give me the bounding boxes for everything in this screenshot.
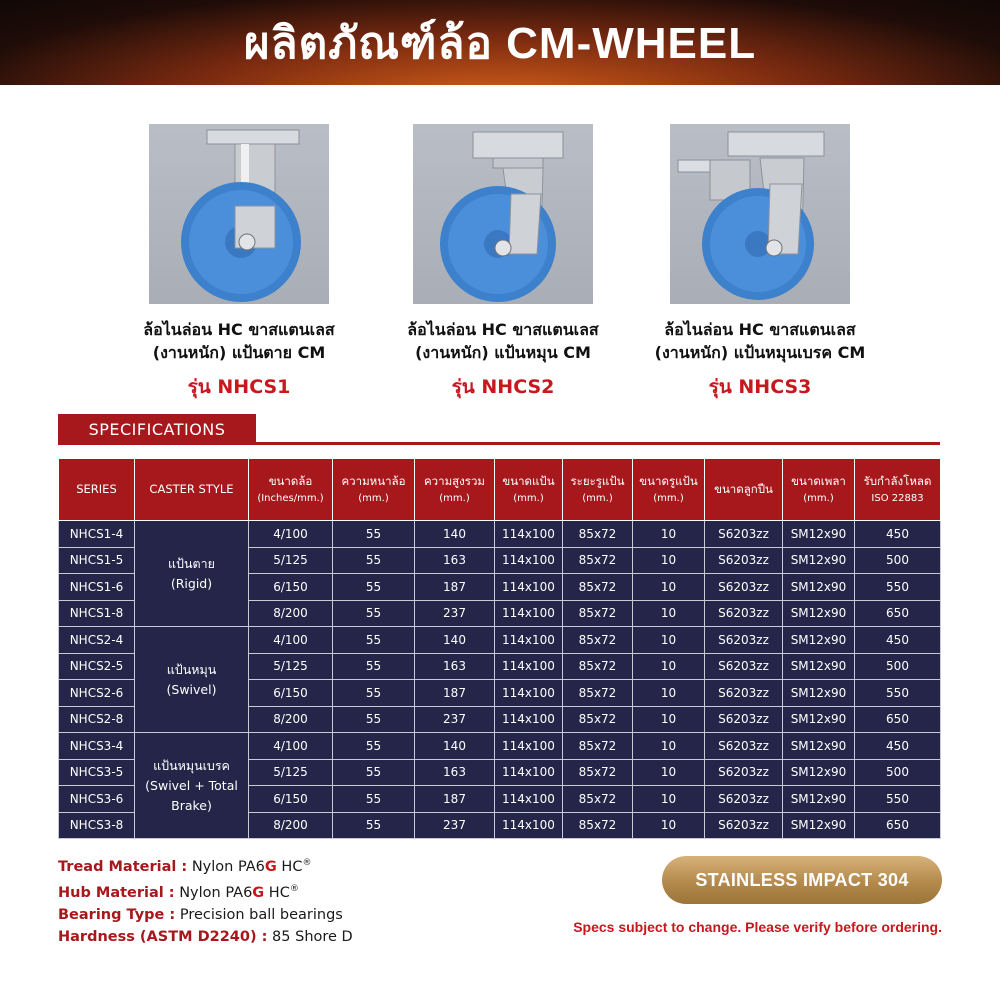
- table-cell: NHCS1-4: [59, 521, 135, 548]
- product-model: รุ่น NHCS2: [451, 376, 555, 398]
- specifications-tag: SPECIFICATIONS: [58, 414, 256, 444]
- table-cell: 500: [855, 759, 941, 786]
- hardness: Hardness (ASTM D2240) : 85 Shore D: [58, 928, 353, 945]
- column-header: ขนาดรูแป้น (mm.): [633, 459, 705, 521]
- page-title: ผลิตภัณฑ์ล้อ CM-WHEEL: [243, 18, 757, 68]
- table-cell: SM12x90: [783, 680, 855, 707]
- table-cell: NHCS3-6: [59, 786, 135, 813]
- table-body: [59, 521, 941, 839]
- table-cell: 85x72: [563, 759, 633, 786]
- header-banner: [0, 0, 1000, 85]
- product-model: รุ่น NHCS3: [708, 376, 812, 398]
- table-cell: 114x100: [495, 574, 563, 601]
- tread-material: Tread Material : Nylon PA6G HC®: [58, 858, 312, 875]
- table-cell: 55: [333, 680, 415, 707]
- table-cell: S6203zz: [705, 574, 783, 601]
- table-cell: S6203zz: [705, 627, 783, 654]
- table-cell: 237: [415, 600, 495, 627]
- table-cell: S6203zz: [705, 680, 783, 707]
- table-cell: 10: [633, 812, 705, 839]
- product-card-nhcs1: [109, 124, 369, 402]
- table-cell: NHCS2-6: [59, 680, 135, 707]
- table-cell: SM12x90: [783, 733, 855, 760]
- table-cell: 5/125: [249, 547, 333, 574]
- specifications-table: [58, 458, 941, 839]
- table-cell: S6203zz: [705, 547, 783, 574]
- table-cell: 10: [633, 600, 705, 627]
- table-cell: 114x100: [495, 706, 563, 733]
- table-cell: SM12x90: [783, 812, 855, 839]
- caster-style-cell: แป้นหมุนเบรค (Swivel + Total Brake): [135, 733, 249, 839]
- table-cell: SM12x90: [783, 574, 855, 601]
- materials-info: [58, 852, 353, 948]
- table-cell: 85x72: [563, 680, 633, 707]
- table-cell: 85x72: [563, 733, 633, 760]
- table-row: [59, 627, 941, 654]
- product-name: ล้อไนล่อน HC ขาสแตนเลส (งานหนัก) แป้นตาย CM: [143, 320, 335, 362]
- table-cell: 114x100: [495, 680, 563, 707]
- table-cell: 10: [633, 547, 705, 574]
- table-cell: 55: [333, 627, 415, 654]
- hub-material: Hub Material : Nylon PA6G HC®: [58, 883, 299, 901]
- table-cell: 5/125: [249, 759, 333, 786]
- table-cell: 187: [415, 786, 495, 813]
- table-cell: 650: [855, 812, 941, 839]
- table-cell: 55: [333, 706, 415, 733]
- table-cell: 140: [415, 733, 495, 760]
- column-header: CASTER STYLE: [135, 459, 249, 521]
- table-cell: 187: [415, 574, 495, 601]
- column-header: ระยะรูแป้น (mm.): [563, 459, 633, 521]
- table-cell: 450: [855, 521, 941, 548]
- column-header: SERIES: [59, 459, 135, 521]
- table-cell: 6/150: [249, 786, 333, 813]
- table-cell: 10: [633, 627, 705, 654]
- table-cell: 6/150: [249, 680, 333, 707]
- column-header: ขนาดลูกปืน: [705, 459, 783, 521]
- table-cell: 114x100: [495, 812, 563, 839]
- table-cell: 114x100: [495, 653, 563, 680]
- table-cell: 163: [415, 547, 495, 574]
- table-cell: 4/100: [249, 521, 333, 548]
- specifications-divider: [58, 442, 940, 445]
- table-cell: 85x72: [563, 706, 633, 733]
- column-header: ความหนาล้อ (mm.): [333, 459, 415, 521]
- table-cell: SM12x90: [783, 759, 855, 786]
- table-cell: 10: [633, 574, 705, 601]
- table-cell: SM12x90: [783, 600, 855, 627]
- table-cell: 55: [333, 786, 415, 813]
- table-cell: 55: [333, 759, 415, 786]
- table-cell: S6203zz: [705, 733, 783, 760]
- table-cell: S6203zz: [705, 786, 783, 813]
- table-cell: 10: [633, 706, 705, 733]
- table-cell: NHCS1-8: [59, 600, 135, 627]
- table-cell: 650: [855, 706, 941, 733]
- table-cell: 4/100: [249, 627, 333, 654]
- table-row: [59, 733, 941, 760]
- product-name: ล้อไนล่อน HC ขาสแตนเลส (งานหนัก) แป้นหมุนเบรค CM: [654, 320, 866, 362]
- disclaimer-text: Specs subject to change. Please verify before ordering.: [573, 919, 942, 935]
- table-cell: 163: [415, 759, 495, 786]
- table-cell: 10: [633, 786, 705, 813]
- table-cell: 550: [855, 574, 941, 601]
- table-cell: 55: [333, 733, 415, 760]
- table-cell: 10: [633, 653, 705, 680]
- table-cell: 140: [415, 627, 495, 654]
- table-cell: 10: [633, 680, 705, 707]
- table-cell: 5/125: [249, 653, 333, 680]
- table-cell: 85x72: [563, 812, 633, 839]
- table-cell: 85x72: [563, 786, 633, 813]
- swivel-brake-caster-wheel-image: [670, 124, 850, 304]
- table-cell: 55: [333, 547, 415, 574]
- table-cell: 85x72: [563, 627, 633, 654]
- table-cell: NHCS2-4: [59, 627, 135, 654]
- table-header-row: [59, 459, 941, 521]
- table-cell: 550: [855, 786, 941, 813]
- table-cell: 237: [415, 706, 495, 733]
- table-cell: SM12x90: [783, 547, 855, 574]
- product-model: รุ่น NHCS1: [187, 376, 291, 398]
- table-cell: 55: [333, 653, 415, 680]
- table-cell: NHCS1-5: [59, 547, 135, 574]
- table-cell: 10: [633, 521, 705, 548]
- stainless-impact-badge: STAINLESS IMPACT 304: [662, 856, 942, 904]
- table-cell: 114x100: [495, 547, 563, 574]
- table-cell: 450: [855, 733, 941, 760]
- column-header: ขนาดเพลา (mm.): [783, 459, 855, 521]
- table-cell: NHCS2-8: [59, 706, 135, 733]
- table-cell: S6203zz: [705, 653, 783, 680]
- swivel-caster-wheel-image: [413, 124, 593, 304]
- table-cell: 85x72: [563, 574, 633, 601]
- table-cell: 187: [415, 680, 495, 707]
- table-cell: NHCS3-4: [59, 733, 135, 760]
- table-cell: NHCS2-5: [59, 653, 135, 680]
- product-card-nhcs2: [373, 124, 633, 402]
- table-cell: 85x72: [563, 600, 633, 627]
- table-cell: 500: [855, 547, 941, 574]
- table-cell: SM12x90: [783, 653, 855, 680]
- table-cell: 550: [855, 680, 941, 707]
- table-cell: S6203zz: [705, 600, 783, 627]
- table-cell: NHCS3-5: [59, 759, 135, 786]
- table-cell: 85x72: [563, 521, 633, 548]
- product-name: ล้อไนล่อน HC ขาสแตนเลส (งานหนัก) แป้นหมุน CM: [407, 320, 599, 362]
- table-cell: 114x100: [495, 733, 563, 760]
- table-cell: SM12x90: [783, 786, 855, 813]
- table-cell: 500: [855, 653, 941, 680]
- table-cell: 55: [333, 574, 415, 601]
- table-cell: 237: [415, 812, 495, 839]
- table-cell: 55: [333, 812, 415, 839]
- table-cell: 55: [333, 521, 415, 548]
- table-cell: 650: [855, 600, 941, 627]
- caster-style-cell: แป้นหมุน (Swivel): [135, 627, 249, 733]
- table-cell: 8/200: [249, 600, 333, 627]
- table-cell: SM12x90: [783, 521, 855, 548]
- table-cell: SM12x90: [783, 627, 855, 654]
- column-header: ขนาดล้อ (Inches/mm.): [249, 459, 333, 521]
- column-header: ความสูงรวม (mm.): [415, 459, 495, 521]
- table-cell: 450: [855, 627, 941, 654]
- table-cell: 140: [415, 521, 495, 548]
- table-cell: 4/100: [249, 733, 333, 760]
- table-cell: S6203zz: [705, 812, 783, 839]
- product-card-nhcs3: [630, 124, 890, 402]
- table-cell: 10: [633, 733, 705, 760]
- table-cell: 163: [415, 653, 495, 680]
- fixed-caster-wheel-image: [149, 124, 329, 304]
- table-cell: 55: [333, 600, 415, 627]
- table-cell: SM12x90: [783, 706, 855, 733]
- table-cell: 114x100: [495, 627, 563, 654]
- table-cell: NHCS3-8: [59, 812, 135, 839]
- table-cell: 10: [633, 759, 705, 786]
- table-cell: S6203zz: [705, 521, 783, 548]
- table-cell: 8/200: [249, 812, 333, 839]
- column-header: รับกำลังโหลด ISO 22883: [855, 459, 941, 521]
- caster-style-cell: แป้นตาย (Rigid): [135, 521, 249, 627]
- table-cell: 114x100: [495, 600, 563, 627]
- table-cell: NHCS1-6: [59, 574, 135, 601]
- table-cell: 114x100: [495, 786, 563, 813]
- table-cell: S6203zz: [705, 706, 783, 733]
- table-cell: 6/150: [249, 574, 333, 601]
- table-cell: 114x100: [495, 759, 563, 786]
- bearing-type: Bearing Type : Precision ball bearings: [58, 906, 343, 923]
- table-cell: 85x72: [563, 653, 633, 680]
- table-row: [59, 521, 941, 548]
- table-cell: 8/200: [249, 706, 333, 733]
- table-cell: S6203zz: [705, 759, 783, 786]
- table-cell: 85x72: [563, 547, 633, 574]
- column-header: ขนาดแป้น (mm.): [495, 459, 563, 521]
- table-cell: 114x100: [495, 521, 563, 548]
